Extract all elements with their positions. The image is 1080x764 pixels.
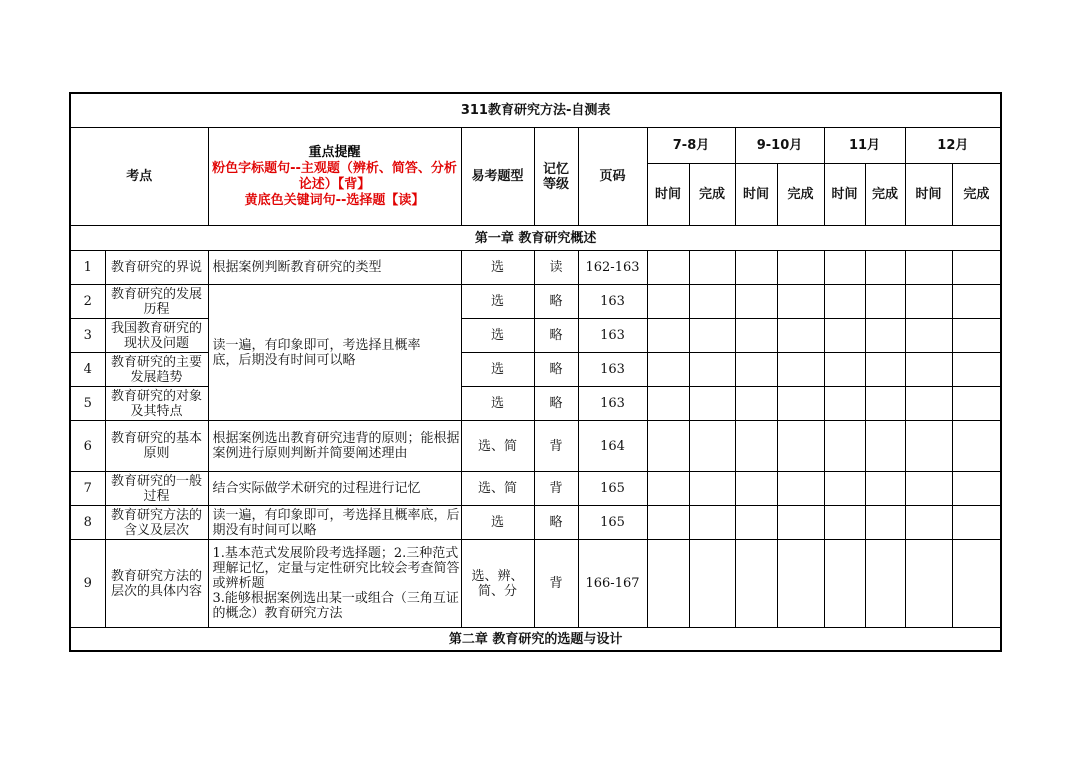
cell-time[interactable] (647, 506, 689, 540)
cell-time[interactable] (905, 353, 952, 387)
row-page: 163 (578, 285, 647, 319)
cell-time[interactable] (647, 251, 689, 285)
header-time: 时间 (905, 164, 952, 226)
row-qtype: 选 (461, 387, 534, 421)
cell-time[interactable] (735, 472, 777, 506)
header-time: 时间 (824, 164, 865, 226)
row-no: 5 (70, 387, 105, 421)
row-no: 8 (70, 506, 105, 540)
cell-done[interactable] (865, 472, 905, 506)
cell-time[interactable] (824, 387, 865, 421)
cell-done[interactable] (952, 506, 1001, 540)
header-done: 完成 (689, 164, 735, 226)
row-qtype: 选、辨、简、分 (461, 540, 534, 628)
cell-time[interactable] (905, 506, 952, 540)
header-time: 时间 (735, 164, 777, 226)
header-month-11: 11月 (824, 128, 905, 164)
row-page: 163 (578, 387, 647, 421)
cell-time[interactable] (824, 285, 865, 319)
row-topic: 教育研究方法的含义及层次 (105, 506, 208, 540)
row-no: 3 (70, 319, 105, 353)
table-row (70, 285, 1001, 319)
focus-title: 重点提醒 (308, 144, 361, 160)
cell-time[interactable] (647, 540, 689, 628)
row-topic: 教育研究方法的层次的具体内容 (105, 540, 208, 628)
header-qtype: 易考题型 (461, 128, 534, 226)
header-focus (208, 128, 461, 226)
cell-done[interactable] (777, 285, 824, 319)
cell-time[interactable] (647, 421, 689, 472)
row-level: 背 (534, 472, 578, 506)
cell-done[interactable] (777, 319, 824, 353)
cell-done[interactable] (689, 387, 735, 421)
row-tip: 1.基本范式发展阶段考选择题；2.三种范式理解记忆，定量与定性研究比较会考查简答或辨析题 3.能够根据案例选出某一或组合（三角互证的概念）教育研究方法 (208, 540, 461, 628)
cell-done[interactable] (952, 387, 1001, 421)
header-page: 页码 (578, 128, 647, 226)
cell-time[interactable] (647, 285, 689, 319)
cell-done[interactable] (777, 540, 824, 628)
cell-time[interactable] (905, 285, 952, 319)
row-qtype: 选 (461, 251, 534, 285)
cell-done[interactable] (777, 387, 824, 421)
cell-done[interactable] (777, 472, 824, 506)
focus-subjective: 粉色字标题句--主观题（辨析、简答、分析论述）【背】 (212, 160, 457, 192)
cell-time[interactable] (905, 540, 952, 628)
cell-done[interactable] (689, 319, 735, 353)
row-topic: 教育研究的基本原则 (105, 421, 208, 472)
cell-time[interactable] (735, 540, 777, 628)
row-qtype: 选 (461, 319, 534, 353)
cell-time[interactable] (647, 387, 689, 421)
row-qtype: 选 (461, 285, 534, 319)
table-row (70, 251, 1001, 285)
row-level: 背 (534, 421, 578, 472)
cell-time[interactable] (647, 319, 689, 353)
row-level: 略 (534, 506, 578, 540)
self-test-table (69, 92, 1002, 652)
row-page: 165 (578, 506, 647, 540)
header-kaodian: 考点 (70, 128, 208, 226)
cell-time[interactable] (735, 319, 777, 353)
table-row (70, 506, 1001, 540)
row-level: 略 (534, 353, 578, 387)
header-month-9-10: 9-10月 (735, 128, 824, 164)
cell-time[interactable] (905, 472, 952, 506)
cell-time[interactable] (647, 472, 689, 506)
cell-time[interactable] (824, 353, 865, 387)
cell-time[interactable] (905, 421, 952, 472)
row-topic: 教育研究的一般过程 (105, 472, 208, 506)
cell-time[interactable] (735, 353, 777, 387)
page-title: 311教育研究方法-自测表 (70, 93, 1001, 128)
row-no: 1 (70, 251, 105, 285)
row-no: 2 (70, 285, 105, 319)
cell-done[interactable] (689, 285, 735, 319)
row-tip: 读一遍，有印象即可，考选择且概率底，后期没有时间可以略 (208, 506, 461, 540)
row-level: 略 (534, 285, 578, 319)
row-page: 165 (578, 472, 647, 506)
header-done: 完成 (777, 164, 824, 226)
cell-time[interactable] (824, 319, 865, 353)
cell-done[interactable] (777, 421, 824, 472)
cell-time[interactable] (905, 251, 952, 285)
cell-done[interactable] (865, 319, 905, 353)
row-topic: 我国教育研究的现状及问题 (105, 319, 208, 353)
row-topic: 教育研究的发展历程 (105, 285, 208, 319)
cell-done[interactable] (952, 540, 1001, 628)
cell-done[interactable] (865, 540, 905, 628)
row-topic: 教育研究的界说 (105, 251, 208, 285)
cell-time[interactable] (735, 285, 777, 319)
row-no: 4 (70, 353, 105, 387)
focus-choice: 黄底色关键词句--选择题【读】 (244, 192, 425, 208)
cell-done[interactable] (777, 353, 824, 387)
cell-done[interactable] (865, 353, 905, 387)
cell-time[interactable] (647, 353, 689, 387)
header-memory: 记忆等级 (534, 128, 578, 226)
cell-done[interactable] (689, 421, 735, 472)
row-topic: 教育研究的主要发展趋势 (105, 353, 208, 387)
cell-done[interactable] (865, 251, 905, 285)
cell-done[interactable] (689, 540, 735, 628)
cell-time[interactable] (735, 506, 777, 540)
cell-time[interactable] (824, 472, 865, 506)
cell-done[interactable] (952, 353, 1001, 387)
cell-done[interactable] (865, 387, 905, 421)
row-qtype: 选 (461, 353, 534, 387)
header-done: 完成 (865, 164, 905, 226)
row-level: 略 (534, 319, 578, 353)
table-row (70, 540, 1001, 628)
row-qtype: 选、简 (461, 421, 534, 472)
row-qtype: 选 (461, 506, 534, 540)
cell-done[interactable] (952, 251, 1001, 285)
header-time: 时间 (647, 164, 689, 226)
cell-time[interactable] (824, 251, 865, 285)
table-row (70, 472, 1001, 506)
cell-time[interactable] (735, 251, 777, 285)
cell-done[interactable] (952, 319, 1001, 353)
row-qtype: 选、简 (461, 472, 534, 506)
row-level: 背 (534, 540, 578, 628)
cell-done[interactable] (689, 251, 735, 285)
cell-done[interactable] (865, 506, 905, 540)
row-page: 166-167 (578, 540, 647, 628)
row-level: 略 (534, 387, 578, 421)
row-page: 164 (578, 421, 647, 472)
cell-time[interactable] (735, 387, 777, 421)
header-month-12: 12月 (905, 128, 1001, 164)
chapter-1-heading: 第一章 教育研究概述 (70, 226, 1001, 251)
row-tip-merged: 读一遍，有印象即可，考选择且概率底，后期没有时间可以略 (208, 285, 461, 421)
cell-done[interactable] (952, 421, 1001, 472)
cell-time[interactable] (905, 319, 952, 353)
row-tip: 结合实际做学术研究的过程进行记忆 (208, 472, 461, 506)
row-topic: 教育研究的对象及其特点 (105, 387, 208, 421)
table-row (70, 421, 1001, 472)
cell-done[interactable] (952, 472, 1001, 506)
cell-done[interactable] (952, 285, 1001, 319)
row-no: 9 (70, 540, 105, 628)
cell-time[interactable] (824, 540, 865, 628)
cell-done[interactable] (689, 353, 735, 387)
row-page: 163 (578, 353, 647, 387)
row-page: 162-163 (578, 251, 647, 285)
cell-done[interactable] (865, 421, 905, 472)
row-level: 读 (534, 251, 578, 285)
cell-time[interactable] (905, 387, 952, 421)
row-no: 7 (70, 472, 105, 506)
cell-time[interactable] (735, 421, 777, 472)
row-page: 163 (578, 319, 647, 353)
header-done: 完成 (952, 164, 1001, 226)
cell-done[interactable] (777, 506, 824, 540)
cell-done[interactable] (865, 285, 905, 319)
cell-time[interactable] (824, 506, 865, 540)
row-tip: 根据案例判断教育研究的类型 (208, 251, 461, 285)
row-tip: 根据案例选出教育研究违背的原则；能根据案例进行原则判断并简要阐述理由 (208, 421, 461, 472)
cell-done[interactable] (689, 472, 735, 506)
row-no: 6 (70, 421, 105, 472)
chapter-2-heading: 第二章 教育研究的选题与设计 (70, 628, 1001, 652)
cell-done[interactable] (689, 506, 735, 540)
cell-done[interactable] (777, 251, 824, 285)
header-month-7-8: 7-8月 (647, 128, 735, 164)
cell-time[interactable] (824, 421, 865, 472)
